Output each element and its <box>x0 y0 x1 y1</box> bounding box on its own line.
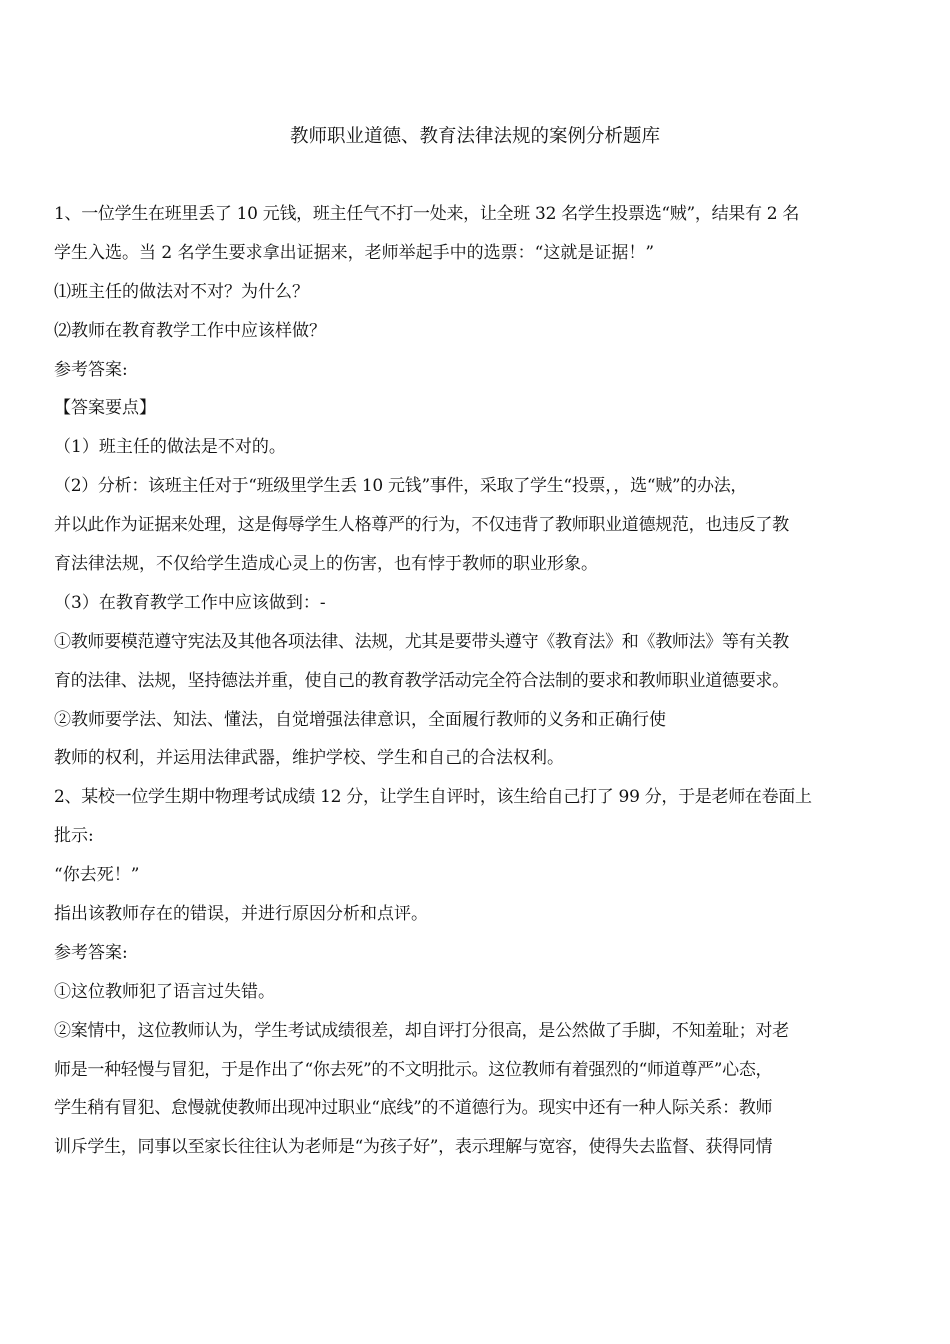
body-line: （1）班主任的做法是不对的。 <box>54 437 286 458</box>
body-line: （3）在教育教学工作中应该做到：- <box>54 592 326 613</box>
body-line: 学生稍有冒犯、怠慢就使教师出现冲过职业“底线”的不道德行为。现实中还有一种人际关系：教师 <box>54 1098 773 1119</box>
body-line: ⑵教师在教育教学工作中应该样做？ <box>54 320 326 341</box>
body-line: ①教师要模范遵守宪法及其他各项法律、法规，尤其是要带头遵守《教育法》和《教师法》等有关教 <box>54 631 789 652</box>
body-line: 训斥学生，同事以至家长往往认为老师是“为孩子好”，表示理解与宽容，使得失去监督、获得同情 <box>54 1137 773 1158</box>
body-line: 参考答案: <box>54 942 128 963</box>
body-line: 育的法律、法规，坚持德法并重，使自己的教育教学活动完全符合法制的要求和教师职业道德要求。 <box>54 670 789 691</box>
document-title: 教师职业道德、教育法律法规的案例分析题库 <box>289 126 660 147</box>
body-line: ②教师要学法、知法、懂法，自觉增强法律意识，全面履行教师的义务和正确行使 <box>54 709 666 730</box>
body-line: 2、某校一位学生期中物理考试成绩 12 分，让学生自评时，该生给自己打了 99 分，于是老师在卷面上 <box>54 787 812 808</box>
body-line: 参考答案: <box>54 359 128 380</box>
body-line: 师是一种轻慢与冒犯，于是作出了“你去死”的不文明批示。这位教师有着强烈的“师道尊严”心态， <box>54 1059 773 1080</box>
body-line: 学生入选。当 2 名学生要求拿出证据来，老师举起手中的选票：“这就是证据！” <box>54 242 655 263</box>
body-line: ⑴班主任的做法对不对？为什么？ <box>54 281 309 302</box>
body-line: “你去死！” <box>54 865 140 886</box>
body-line: 教师的权利，并运用法律武器，维护学校、学生和自己的合法权利。 <box>54 748 564 769</box>
body-line: （2）分析：该班主任对于“班级里学生丢 10 元钱”事件，采取了学生“投票，，选“贼”的办法， <box>54 476 748 497</box>
body-line: 【答案要点】 <box>54 398 156 419</box>
body-line: ②案情中，这位教师认为，学生考试成绩很差，却自评打分很高，是公然做了手脚，不知羞耻；对老 <box>54 1020 789 1041</box>
body-line: 批示: <box>54 826 94 847</box>
body-line: 育法律法规，不仅给学生造成心灵上的伤害，也有悖于教师的职业形象。 <box>54 554 598 575</box>
body-line: 指出该教师存在的错误，并进行原因分析和点评。 <box>54 904 428 925</box>
body-line: 1、一位学生在班里丢了 10 元钱，班主任气不打一处来，让全班 32 名学生投票选“贼”，结果有 2 名 <box>54 204 800 224</box>
document-body <box>54 195 906 1167</box>
body-line: 并以此作为证据来处理，这是侮辱学生人格尊严的行为，不仅违背了教师职业道德规范，也违反了教 <box>54 515 789 536</box>
body-line: ①这位教师犯了语言过失错。 <box>54 981 275 1002</box>
